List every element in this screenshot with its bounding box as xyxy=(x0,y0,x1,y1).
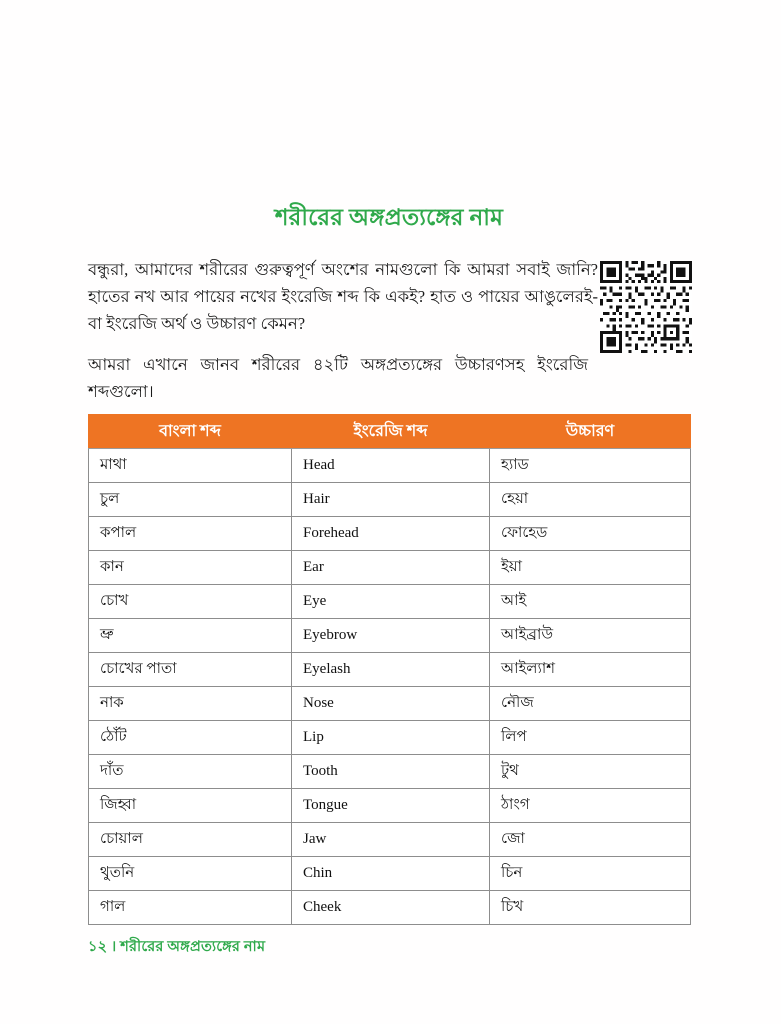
table-row xyxy=(89,517,691,551)
table-header xyxy=(89,415,691,449)
cell-pronunciation: আইল্যাশ xyxy=(490,653,691,687)
cell-bangla-word: ভ্রু xyxy=(89,619,292,653)
cell-pronunciation: চিখ xyxy=(490,891,691,925)
intro-paragraph-1: বন্ধুরা, আমাদের শরীরের গুরুত্বপূর্ণ অংশের নামগুলো কি আমরা সবাই জানি? হাতের নখ আর পায়ের নখের ইংরেজি শব্দ কি একই? হাত ও পায়ের আঙুলেরই-বা ইংরেজি অর্থ ও উচ্চারণ কেমন? xyxy=(88,260,598,333)
table-row xyxy=(89,687,691,721)
table-row xyxy=(89,653,691,687)
cell-bangla-word: মাথা xyxy=(89,449,292,483)
cell-bangla-word: ঠোঁট xyxy=(89,721,292,755)
cell-pronunciation: নৌজ xyxy=(490,687,691,721)
cell-pronunciation: ফোহেড xyxy=(490,517,691,551)
table-row xyxy=(89,551,691,585)
intro-text-block xyxy=(88,256,598,405)
column-header-english: ইংরেজি শব্দ xyxy=(292,415,490,449)
table-row xyxy=(89,721,691,755)
cell-english-word: Ear xyxy=(292,551,490,585)
table-row xyxy=(89,789,691,823)
cell-bangla-word: চোখের পাতা xyxy=(89,653,292,687)
cell-english-word: Lip xyxy=(292,721,490,755)
cell-bangla-word: জিহ্বা xyxy=(89,789,292,823)
cell-bangla-word: থুতনি xyxy=(89,857,292,891)
cell-bangla-word: কান xyxy=(89,551,292,585)
cell-bangla-word: নাক xyxy=(89,687,292,721)
cell-pronunciation: হেয়া xyxy=(490,483,691,517)
cell-bangla-word: দাঁত xyxy=(89,755,292,789)
cell-pronunciation: ইয়া xyxy=(490,551,691,585)
vocabulary-table xyxy=(88,414,691,925)
table-row xyxy=(89,891,691,925)
page-title: শরীরের অঙ্গপ্রত্যঙ্গের নাম xyxy=(274,205,504,230)
column-header-bangla: বাংলা শব্দ xyxy=(89,415,292,449)
cell-english-word: Hair xyxy=(292,483,490,517)
cell-english-word: Eyelash xyxy=(292,653,490,687)
cell-english-word: Tooth xyxy=(292,755,490,789)
cell-english-word: Eyebrow xyxy=(292,619,490,653)
page-footer: ১২ । শরীরের অঙ্গপ্রত্যঙ্গের নাম xyxy=(88,939,266,955)
cell-english-word: Eye xyxy=(292,585,490,619)
table-row xyxy=(89,585,691,619)
table-row xyxy=(89,449,691,483)
cell-pronunciation: আই xyxy=(490,585,691,619)
table-row xyxy=(89,619,691,653)
cell-pronunciation: ঠাংগ xyxy=(490,789,691,823)
cell-pronunciation: জো xyxy=(490,823,691,857)
cell-bangla-word: কপাল xyxy=(89,517,292,551)
cell-bangla-word: চুল xyxy=(89,483,292,517)
cell-pronunciation: চিন xyxy=(490,857,691,891)
column-header-pronunciation: উচ্চারণ xyxy=(490,415,691,449)
cell-pronunciation: আইব্রাউ xyxy=(490,619,691,653)
cell-english-word: Head xyxy=(292,449,490,483)
table-row xyxy=(89,483,691,517)
table-body xyxy=(89,449,691,925)
table-row xyxy=(89,823,691,857)
cell-english-word: Chin xyxy=(292,857,490,891)
table-row xyxy=(89,857,691,891)
cell-english-word: Jaw xyxy=(292,823,490,857)
cell-pronunciation: লিপ xyxy=(490,721,691,755)
cell-english-word: Tongue xyxy=(292,789,490,823)
cell-bangla-word: চোখ xyxy=(89,585,292,619)
cell-pronunciation: টুথ xyxy=(490,755,691,789)
cell-pronunciation: হ্যাড xyxy=(490,449,691,483)
cell-english-word: Cheek xyxy=(292,891,490,925)
table-header-row xyxy=(89,415,691,449)
qr-code-icon[interactable] xyxy=(600,261,692,353)
cell-bangla-word: চোয়াল xyxy=(89,823,292,857)
cell-bangla-word: গাল xyxy=(89,891,292,925)
cell-english-word: Nose xyxy=(292,687,490,721)
intro-paragraph-2: আমরা এখানে জানব শরীরের ৪২টি অঙ্গপ্রত্যঙ্গের উচ্চারণসহ ইংরেজি শব্দগুলো। xyxy=(88,355,588,401)
table-row xyxy=(89,755,691,789)
cell-english-word: Forehead xyxy=(292,517,490,551)
